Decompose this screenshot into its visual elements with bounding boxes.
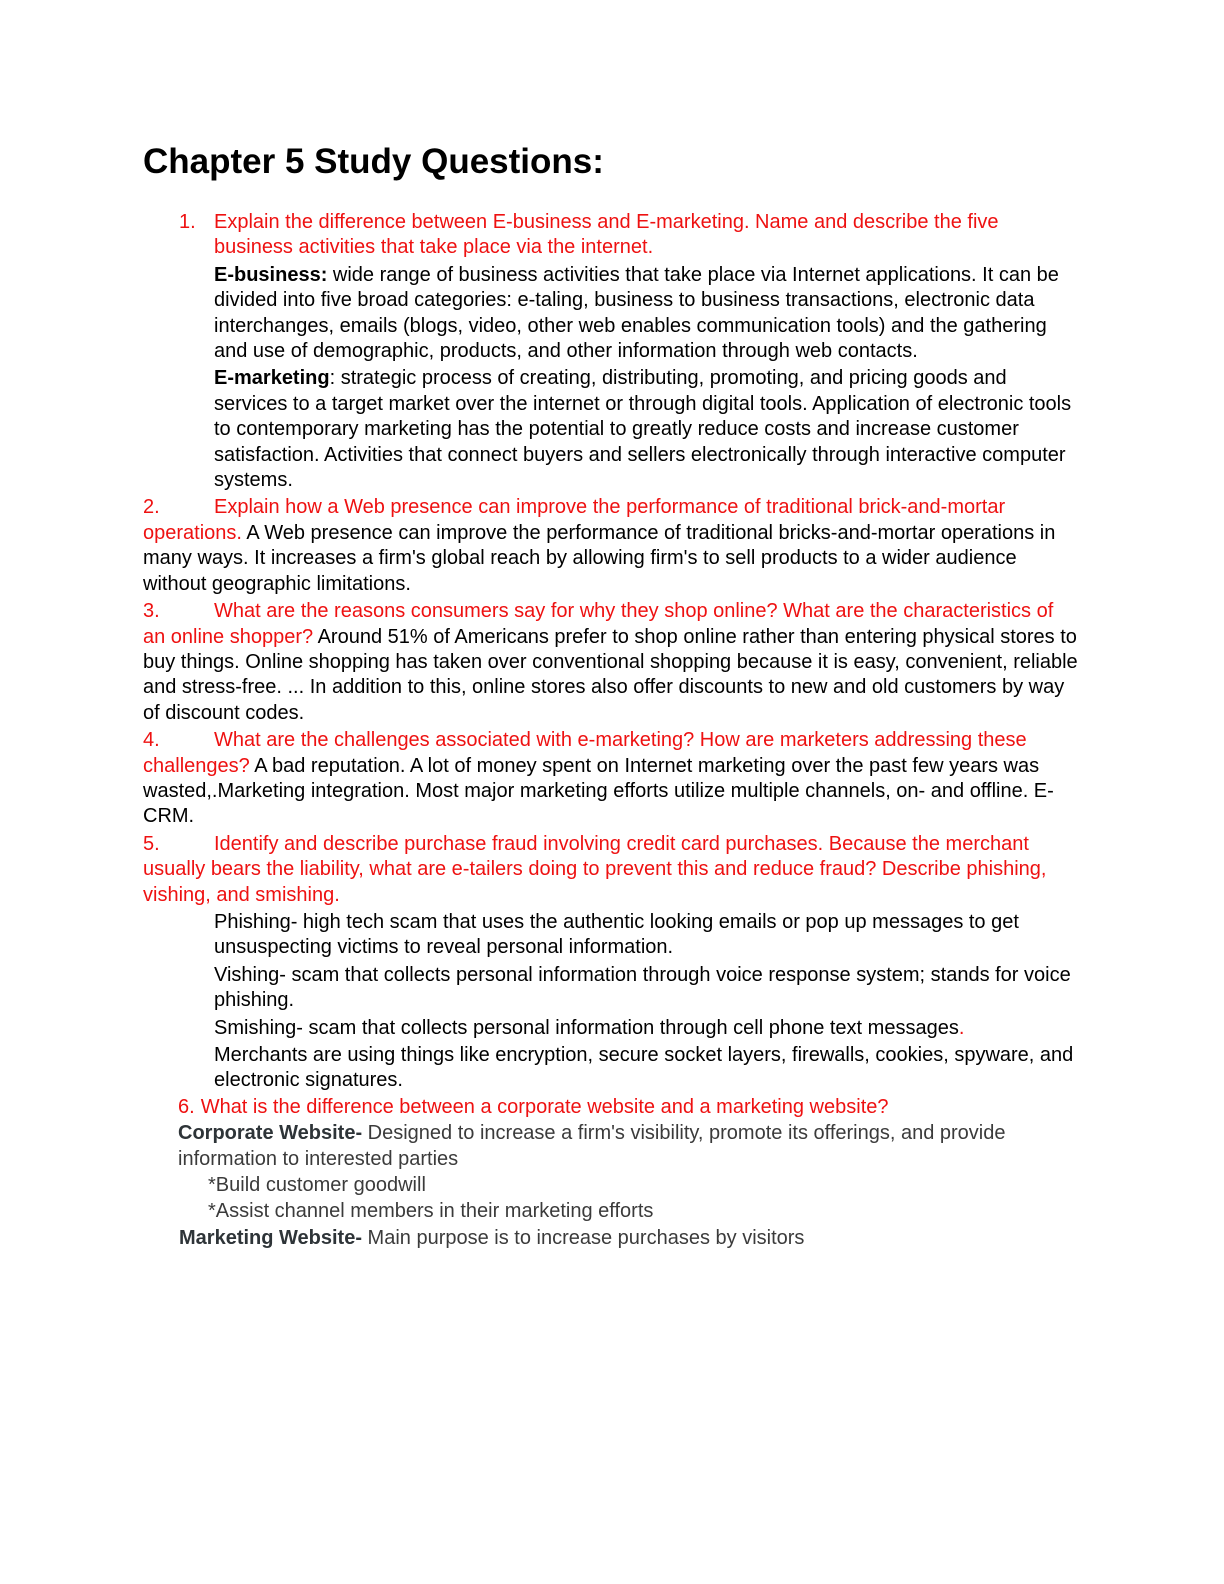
question-number: 3. bbox=[143, 600, 160, 623]
question-text: Explain the difference between E-business and E-marketing. Name and describe the five business activities that take place via the internet. bbox=[214, 211, 999, 259]
answer-text: A bad reputation. A lot of money spent on Internet marketing over the past few years was wasted,.Marketing integration. Most major marketing efforts utilize multiple channels, on- and offline. E-CRM. bbox=[143, 754, 1054, 828]
question-4 bbox=[143, 728, 1078, 830]
term-marketing-website: Marketing Website- bbox=[179, 1226, 362, 1249]
answer-phishing: Phishing- high tech scam that uses the authentic looking emails or pop up messages to get unsuspecting victims to reveal personal information. bbox=[214, 910, 1019, 959]
answer-ebusiness bbox=[214, 263, 1078, 365]
question-number: 5. bbox=[143, 832, 160, 855]
answer-text: A Web presence can improve the performance of traditional bricks-and-mortar operations in many ways. It increases a firm's global reach by allowing firm's to sell products to a wider audience without geographic limitations. bbox=[143, 521, 1056, 595]
definition-marketing-website: Main purpose is to increase purchases by visitors bbox=[362, 1226, 805, 1249]
question-2 bbox=[143, 495, 1078, 597]
question-6 bbox=[143, 1095, 1078, 1120]
question-text: What is the difference between a corporate website and a marketing website? bbox=[200, 1095, 889, 1118]
question-number: 2. bbox=[143, 496, 160, 519]
question-number: 6. bbox=[178, 1095, 195, 1118]
question-text: What are the challenges associated with e-marketing? How are marketers addressing these challenges? bbox=[143, 729, 1027, 777]
answer-text: Around 51% of Americans prefer to shop online rather than entering physical stores to buy things. Online shopping has taken over conventional shopping because it is easy, convenient, reliable and stress-free. ... In addition to this, online stores also offer discounts to new and old customers by way of discount codes. bbox=[143, 625, 1078, 724]
definition-ebusiness: wide range of business activities that take place via Internet applications. It can be divided into five broad categories: e-taling, business to business transactions, electronic data interchanges, emails (blogs, video, other web enables communication tools) and the gathering and use of demographic, products, and other information through web contacts. bbox=[214, 263, 1059, 363]
question-5 bbox=[143, 832, 1078, 908]
term-corporate-website: Corporate Website- bbox=[178, 1122, 363, 1145]
question-text: Identify and describe purchase fraud involving credit card purchases. Because the merchant usually bears the liability, what are e-tailers doing to prevent this and reduce fraud? Describe phishing, vishing, and smishing. bbox=[143, 832, 1047, 906]
answer-marketing-website bbox=[143, 1226, 1078, 1251]
question-number: 1. bbox=[179, 211, 196, 233]
answer-vishing: Vishing- scam that collects personal information through voice response system; stands for voice phishing. bbox=[214, 963, 1071, 1012]
bullet-channel-members: *Assist channel members in their marketing efforts bbox=[208, 1200, 654, 1223]
bullet-goodwill: *Build customer goodwill bbox=[208, 1174, 426, 1197]
question-text: Explain how a Web presence can improve the performance of traditional brick-and-mortar operations. bbox=[143, 496, 1006, 544]
term-emarketing: E-marketing bbox=[214, 367, 330, 390]
smishing-text: Smishing- scam that collects personal information through cell phone text messages bbox=[214, 1016, 959, 1039]
answer-corporate-website bbox=[143, 1121, 1078, 1172]
term-ebusiness: E-business: bbox=[214, 263, 328, 286]
question-1 bbox=[143, 210, 1078, 493]
question-3 bbox=[143, 599, 1078, 726]
answer-merchants: Merchants are using things like encryption, secure socket layers, firewalls, cookies, spyware, and electronic signatures. bbox=[214, 1044, 1074, 1092]
study-questions bbox=[143, 210, 1078, 1251]
answer-smishing bbox=[143, 1016, 1078, 1041]
smishing-period: . bbox=[958, 1016, 965, 1039]
answer-emarketing bbox=[214, 366, 1078, 493]
definition-emarketing: : strategic process of creating, distributing, promoting, and pricing goods and services to a target market over the internet or through digital tools. Application of electronic tools to contemporary marketing has the potential to greatly reduce costs and increase customer satisfaction. Activities that connect buyers and sellers electronically through interactive computer systems. bbox=[214, 367, 1072, 492]
page-title: Chapter 5 Study Questions: bbox=[143, 142, 604, 181]
question-number: 4. bbox=[143, 729, 160, 752]
question-text: What are the reasons consumers say for why they shop online? What are the characteristics of an online shopper? bbox=[143, 600, 1054, 648]
definition-corporate-website: Designed to increase a firm's visibility, promote its offerings, and provide information to interested parties bbox=[178, 1122, 1006, 1170]
